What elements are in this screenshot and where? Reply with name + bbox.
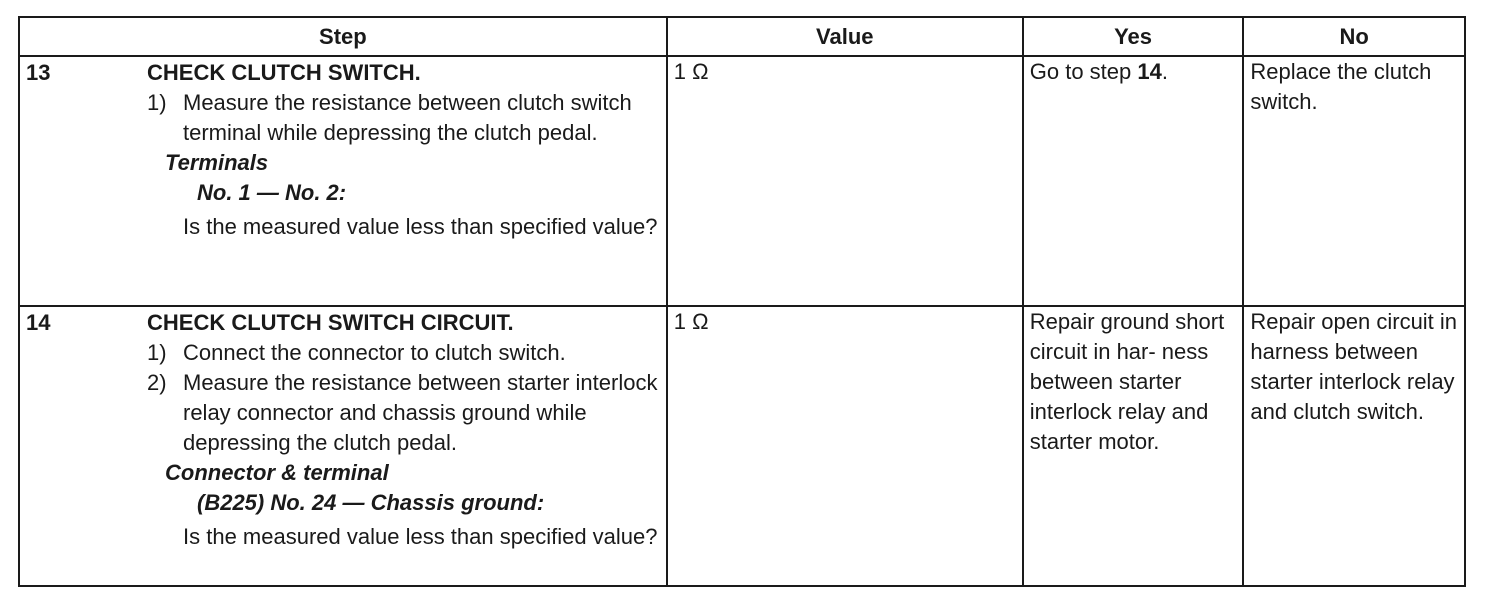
terminals-heading: Terminals [165, 150, 269, 175]
step-cell [19, 56, 667, 306]
no-cell: Replace the clutch switch. [1243, 56, 1465, 306]
step-number: 14 [26, 310, 51, 335]
instruction-text: Measure the resistance between starter interlock relay connector and chassis ground while depressing the clutch pedal. [183, 370, 658, 455]
yes-cell: Repair ground short circuit in har- ness between starter interlock relay and starter motor. [1023, 306, 1244, 586]
header-value: Value [667, 17, 1023, 56]
connector-spec: (B225) No. 24 — Chassis ground: [197, 490, 545, 515]
instruction-number: 1) [147, 90, 167, 115]
step-cell [19, 306, 667, 586]
header-row [19, 17, 1465, 56]
terminals-spec: No. 1 — No. 2: [197, 180, 347, 205]
yes-prefix: Go to step [1029, 59, 1138, 84]
yes-step-ref: 14 [1137, 59, 1162, 84]
value-cell: 1 Ω [667, 306, 1023, 586]
instruction-text: Measure the resistance between clutch switch terminal while depressing the clutch pedal. [183, 90, 632, 145]
connector-heading: Connector & terminal [165, 460, 389, 485]
yes-cell [1023, 56, 1244, 306]
instruction-text: Connect the connector to clutch switch. [183, 340, 566, 365]
value-cell: 1 Ω [667, 56, 1023, 306]
header-yes: Yes [1023, 17, 1244, 56]
table-row [19, 306, 1465, 586]
table-row [19, 56, 1465, 306]
step-title: CHECK CLUTCH SWITCH CIRCUIT. [147, 310, 514, 335]
yes-suffix: . [1161, 59, 1168, 84]
step-instruction [147, 88, 666, 148]
diagnostic-table [18, 16, 1466, 587]
step-number: 13 [26, 60, 51, 85]
step-instruction [147, 368, 666, 458]
step-instruction [147, 338, 666, 368]
header-step: Step [19, 17, 667, 56]
instruction-number: 1) [147, 340, 167, 365]
step-question: Is the measured value less than specified value? [183, 524, 658, 549]
no-cell: Repair open circuit in harness between starter interlock relay and clutch switch. [1243, 306, 1465, 586]
step-title: CHECK CLUTCH SWITCH. [147, 60, 421, 85]
header-no: No [1243, 17, 1465, 56]
step-question: Is the measured value less than specified value? [183, 214, 658, 239]
instruction-number: 2) [147, 370, 167, 395]
